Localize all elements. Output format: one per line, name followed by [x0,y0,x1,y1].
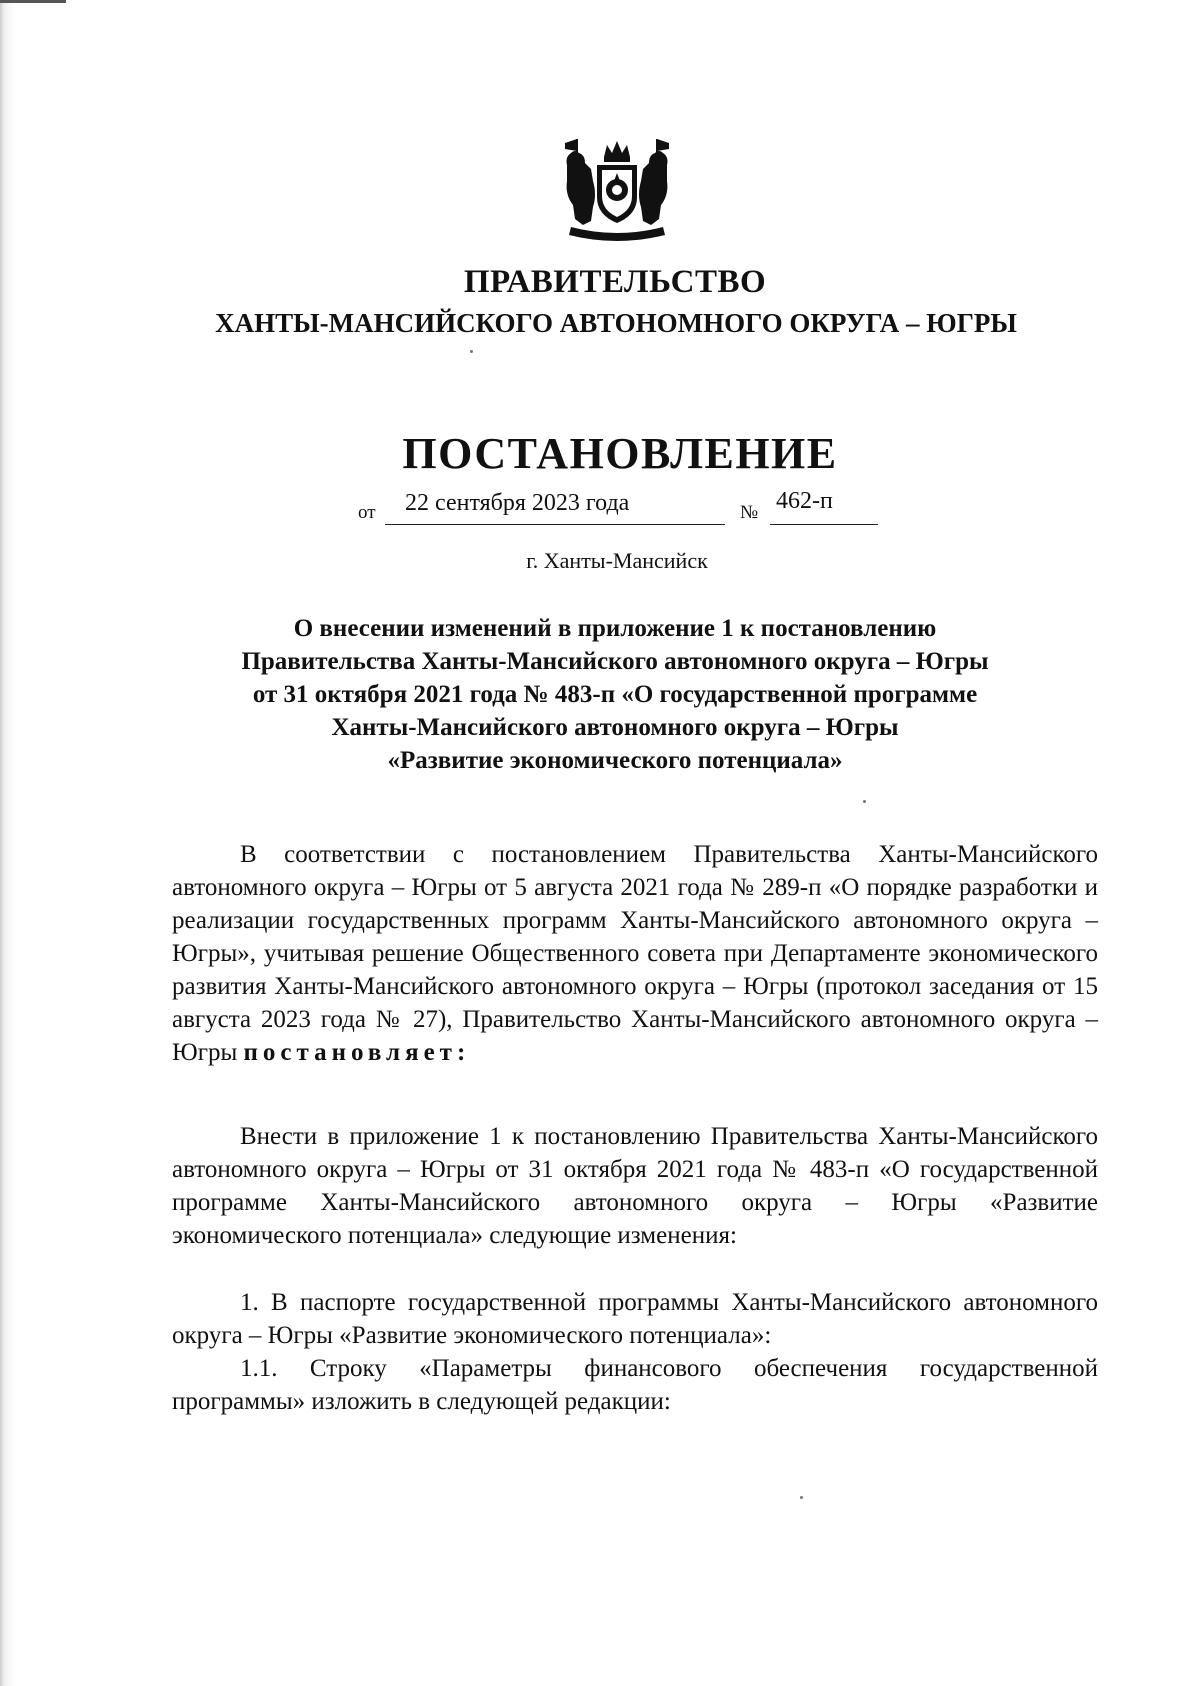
number-prefix: № [740,502,759,523]
date-number-row [0,488,1200,528]
heading-line: от 31 октября 2021 года № 483-п «О государственной программе [252,681,978,708]
government-title: ПРАВИТЕЛЬСТВО [463,264,767,300]
date-prefix: от [358,502,376,523]
scan-speck [470,350,473,353]
heading-line: Ханты-Мансийского автономного округа – Югры [331,714,899,741]
body-paragraph: Внести в приложение 1 к постановлению Правительства Ханты-Мансийского автономного округа – Югры от 31 октября 2021 года № 483-п «О государственной программе Ханты-Мансийского автономного округа – Югры «Развитие экономического потенциала» следующие изменения: [172,1123,1098,1249]
body-paragraph: 1. В паспорте государственной программы Ханты-Мансийского автономного округа – Югры «Развитие экономического потенциала»: [172,1289,1098,1349]
document-date: 22 сентября 2023 года [405,490,630,516]
document-number: 462-п [776,488,833,514]
heading-line: Правительства Ханты-Мансийского автономного округа – Югры [241,648,989,675]
scan-edge [0,0,16,1686]
coat-of-arms-icon [561,135,673,245]
scan-edge-mark [0,0,66,3]
scan-speck [863,800,866,803]
date-underline [385,524,725,525]
heading-line: О внесении изменений в приложение 1 к постановлению [293,615,937,642]
document-city: г. Ханты-Мансийск [526,548,708,573]
paragraph-text: В соответствии с постановлением Правительства Ханты-Мансийского автономного округа – Югры от 5 августа 2021 года № 289-п «О порядке разработки и реализации государственных программ Ханты-Мансийского автономного округа – Югры», учитывая решение Общественного совета при Департаменте экономического развития Ханты-Мансийского автономного округа – Югры (протокол заседания от 15 августа 2023 года № 27), Правительство Ханты-Мансийского автономного округа – Югры [172,841,1098,1066]
region-title: ХАНТЫ-МАНСИЙСКОГО АВТОНОМНОГО ОКРУГА – ЮГРЫ [215,308,1017,338]
heading-line: «Развитие экономического потенциала» [387,747,843,774]
scan-speck [800,1496,803,1499]
number-underline [770,524,878,525]
document-type: ПОСТАНОВЛЕНИЕ [402,429,838,478]
body-paragraph: 1.1. Строку «Параметры финансового обеспечения государственной программы» изложить в следующей редакции: [172,1355,1098,1415]
resolution-keyword: постановляет: [243,1039,471,1066]
document-heading [150,612,1080,777]
body-paragraph [172,838,1098,1069]
